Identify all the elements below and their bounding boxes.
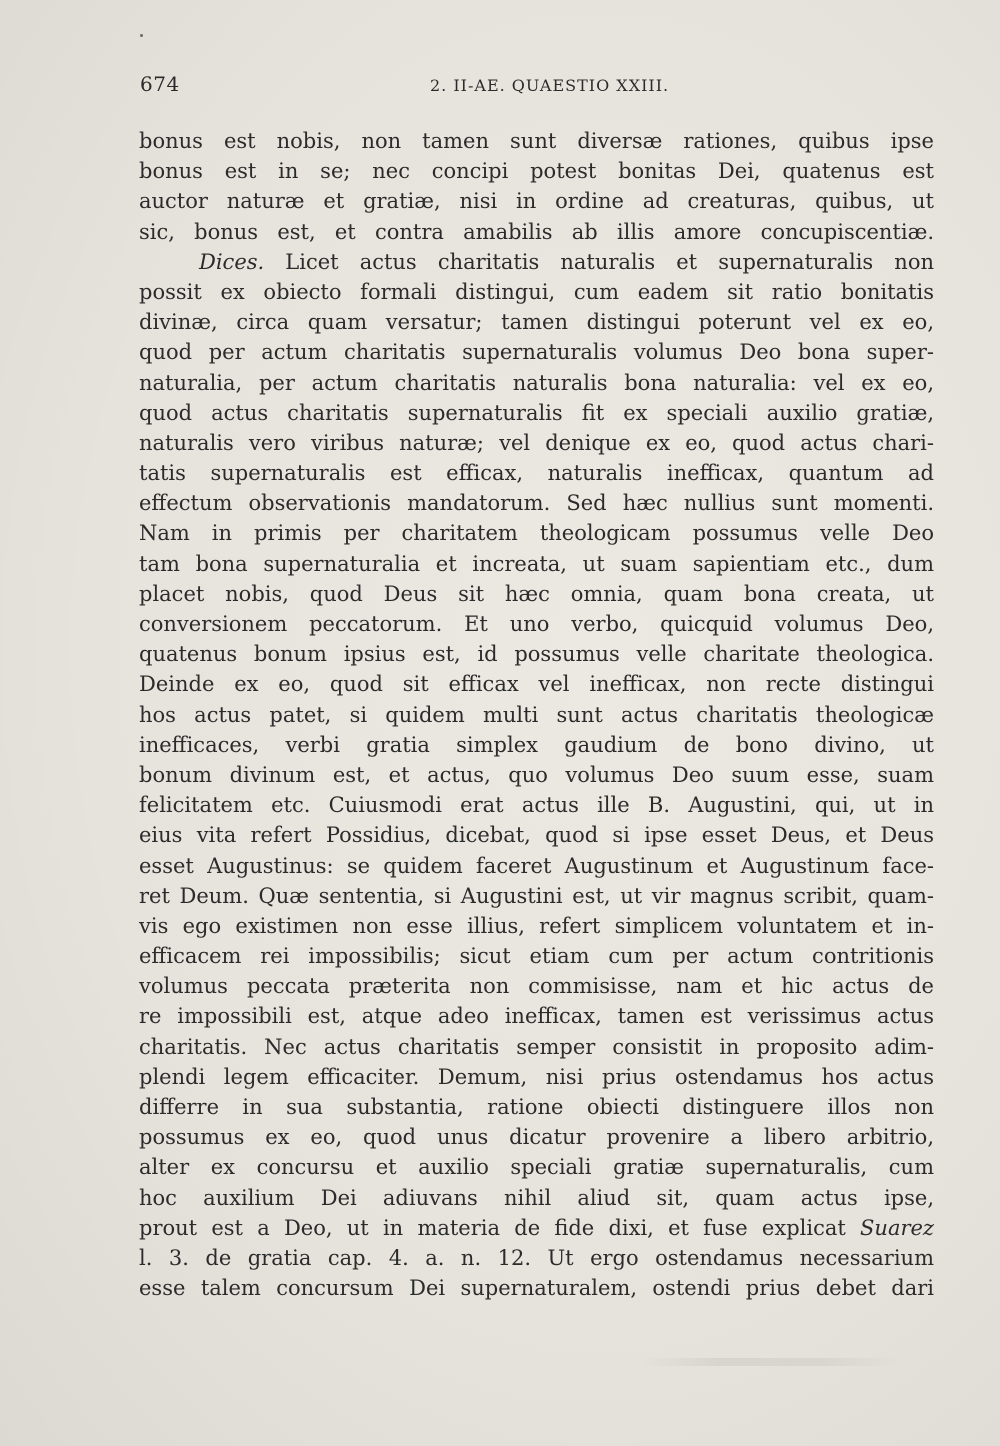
- text-line: felicitatem etc. Cuiusmodi erat actus ille B. Augustini, qui, ut in: [139, 793, 934, 818]
- text-line: naturalia, per actum charitatis naturalis bona naturalia: vel ex eo,: [139, 370, 934, 395]
- page-number: 674: [140, 72, 180, 96]
- page-header: [140, 72, 940, 100]
- text-line: possit ex obiecto formali distingui, cum eadem sit ratio bonitatis: [139, 279, 934, 304]
- scan-smudge: [640, 1358, 900, 1366]
- text-line: l. 3. de gratia cap. 4. a. n. 12. Ut ergo ostendamus necessarium: [139, 1245, 934, 1270]
- text-line: bonum divinum est, et actus, quo volumus Deo suum esse, suam: [139, 762, 934, 787]
- body-text: [139, 126, 934, 1303]
- text-line: Nam in primis per charitatem theologicam possumus velle Deo: [139, 521, 934, 546]
- text-line: sic, bonus est, et contra amabilis ab illis amore concupiscentiæ.: [139, 219, 934, 244]
- text-line: inefficaces, verbi gratia simplex gaudium de bono divino, ut: [139, 732, 934, 757]
- text-line: placet nobis, quod Deus sit hæc omnia, quam bona creata, ut: [139, 581, 934, 606]
- text-line: re impossibili est, atque adeo inefficax, tamen est verissimus actus: [139, 1004, 934, 1029]
- text-line: [139, 247, 934, 277]
- text-line: bonus est in se; nec concipi potest bonitas Dei, quatenus est: [139, 159, 934, 184]
- text-line: tam bona supernaturalia et increata, ut suam sapientiam etc., dum: [139, 551, 934, 576]
- text-line: quod per actum charitatis supernaturalis volumus Deo bona super-: [139, 340, 934, 365]
- text-line: divinæ, circa quam versatur; tamen distingui poterunt vel ex eo,: [139, 310, 934, 335]
- text-line-rest: prout est a Deo, ut in materia de fide dixi, et fuse explicat: [139, 1215, 861, 1240]
- running-head: 2. II-AE. QUAESTIO XXIII.: [430, 76, 670, 95]
- ink-speck: [140, 34, 143, 37]
- text-line: auctor naturæ et gratiæ, nisi in ordine ad creaturas, quibus, ut: [139, 189, 934, 214]
- text-line: volumus peccata præterita non commisisse, nam et hic actus de: [139, 974, 934, 999]
- text-line: plendi legem efficaciter. Demum, nisi prius ostendamus hos actus: [139, 1064, 934, 1089]
- text-line: conversionem peccatorum. Et uno verbo, quicquid volumus Deo,: [139, 612, 934, 636]
- text-line: effectum observationis mandatorum. Sed hæc nullius sunt momenti.: [139, 491, 934, 516]
- text-line: alter ex concursu et auxilio speciali gratiæ supernaturalis, cum: [139, 1155, 934, 1180]
- text-line: efficacem rei impossibilis; sicut etiam cum per actum contritionis: [139, 944, 934, 969]
- text-line: [139, 1213, 934, 1243]
- text-line: possumus ex eo, quod unus dicatur provenire a libero arbitrio,: [139, 1125, 934, 1150]
- text-line: tatis supernaturalis est efficax, naturalis inefficax, quantum ad: [139, 461, 934, 486]
- text-line: quatenus bonum ipsius est, id possumus velle charitate theologica.: [139, 642, 934, 667]
- text-line-rest: Licet actus charitatis naturalis et supernaturalis non: [264, 249, 934, 274]
- text-line: hos actus patet, si quidem multi sunt actus charitatis theologicæ: [139, 702, 934, 727]
- dices-italic: Dices.: [199, 249, 265, 274]
- text-line: naturalis vero viribus naturæ; vel denique ex eo, quod actus chari-: [139, 430, 934, 455]
- text-line: esset Augustinus: se quidem faceret Augustinum et Augustinum face-: [139, 853, 934, 878]
- text-line: eius vita refert Possidius, dicebat, quod si ipse esset Deus, et Deus: [139, 823, 934, 848]
- text-line: charitatis. Nec actus charitatis semper consistit in proposito adim-: [139, 1034, 934, 1059]
- text-line: vis ego existimen non esse illius, refert simplicem voluntatem et in-: [139, 913, 934, 938]
- text-line: quod actus charitatis supernaturalis fit ex speciali auxilio gratiæ,: [139, 400, 934, 425]
- text-line: esse talem concursum Dei supernaturalem, ostendi prius debet dari: [139, 1276, 934, 1301]
- suarez-italic: Suarez: [860, 1215, 934, 1240]
- text-line: bonus est nobis, non tamen sunt diversæ rationes, quibus ipse: [139, 129, 934, 153]
- text-line: hoc auxilium Dei adiuvans nihil aliud sit, quam actus ipse,: [139, 1185, 934, 1210]
- text-line: Deinde ex eo, quod sit efficax vel inefficax, non recte distingui: [139, 672, 934, 697]
- text-line: ret Deum. Quæ sententia, si Augustini est, ut vir magnus scribit, quam-: [139, 883, 934, 908]
- text-line: differre in sua substantia, ratione obiecti distinguere illos non: [139, 1095, 934, 1119]
